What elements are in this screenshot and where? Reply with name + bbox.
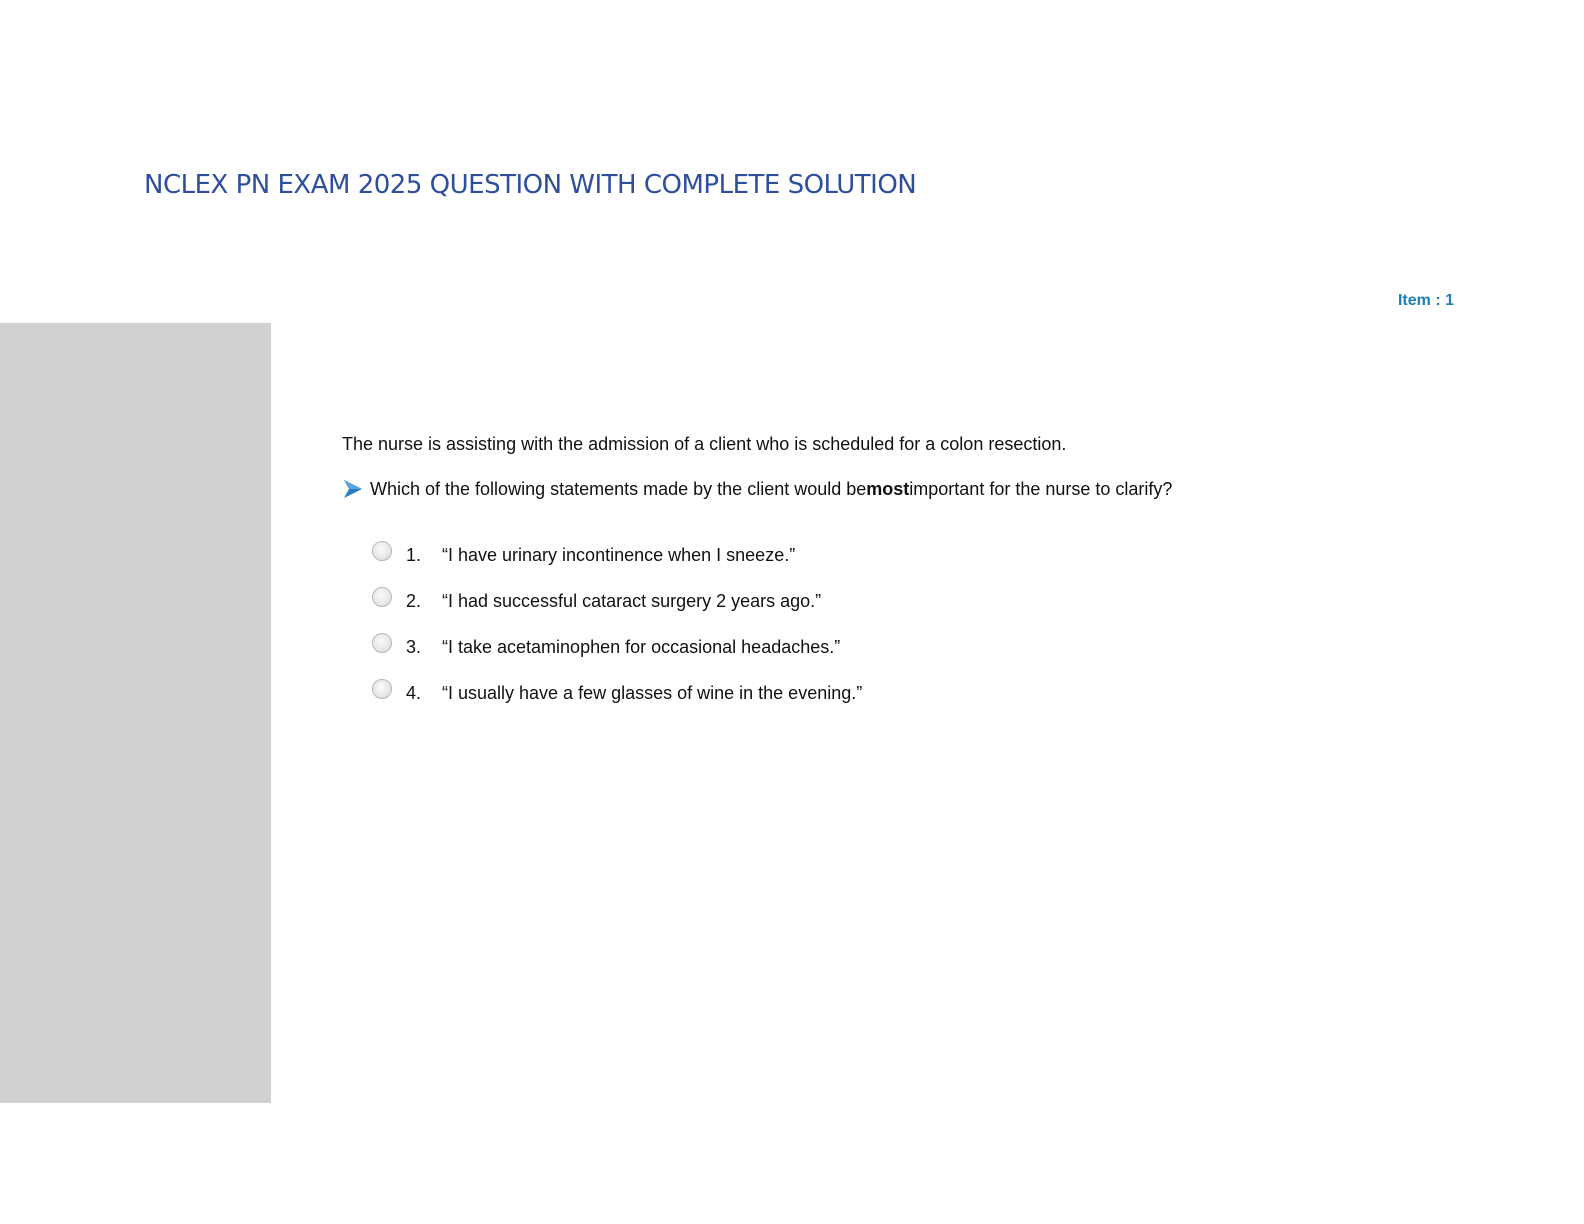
radio-button[interactable] [372,679,392,699]
question-stem: The nurse is assisting with the admission of a client who is scheduled for a colon resection. [342,434,1067,454]
radio-button[interactable] [372,541,392,561]
option-text: “I had successful cataract surgery 2 years ago.” [442,590,822,611]
answer-option-1[interactable] [372,532,862,578]
option-number: 3. [406,636,422,657]
prompt-emphasis: most [866,478,910,499]
prompt-text-before: Which of the following statements made by the client would be [370,478,867,499]
answer-option-4[interactable] [372,670,862,716]
radio-button[interactable] [372,633,392,653]
option-text: “I have urinary incontinence when I sneeze.” [442,544,796,565]
option-text: “I usually have a few glasses of wine in the evening.” [442,682,863,703]
radio-button[interactable] [372,587,392,607]
item-counter: Item : 1 [1397,292,1454,309]
option-number: 4. [406,682,422,703]
option-text: “I take acetaminophen for occasional headaches.” [442,636,841,657]
left-sidebar-panel [0,323,271,1103]
answer-options [372,532,862,716]
document-title: NCLEX PN EXAM 2025 QUESTION WITH COMPLETE SOLUTION [144,170,917,200]
option-number: 1. [406,544,422,565]
answer-option-2[interactable] [372,578,862,624]
question-prompt [342,478,1172,500]
prompt-text-after: important for the nurse to clarify? [909,478,1173,499]
arrow-bullet-icon [342,478,364,500]
option-number: 2. [406,590,422,611]
answer-option-3[interactable] [372,624,862,670]
